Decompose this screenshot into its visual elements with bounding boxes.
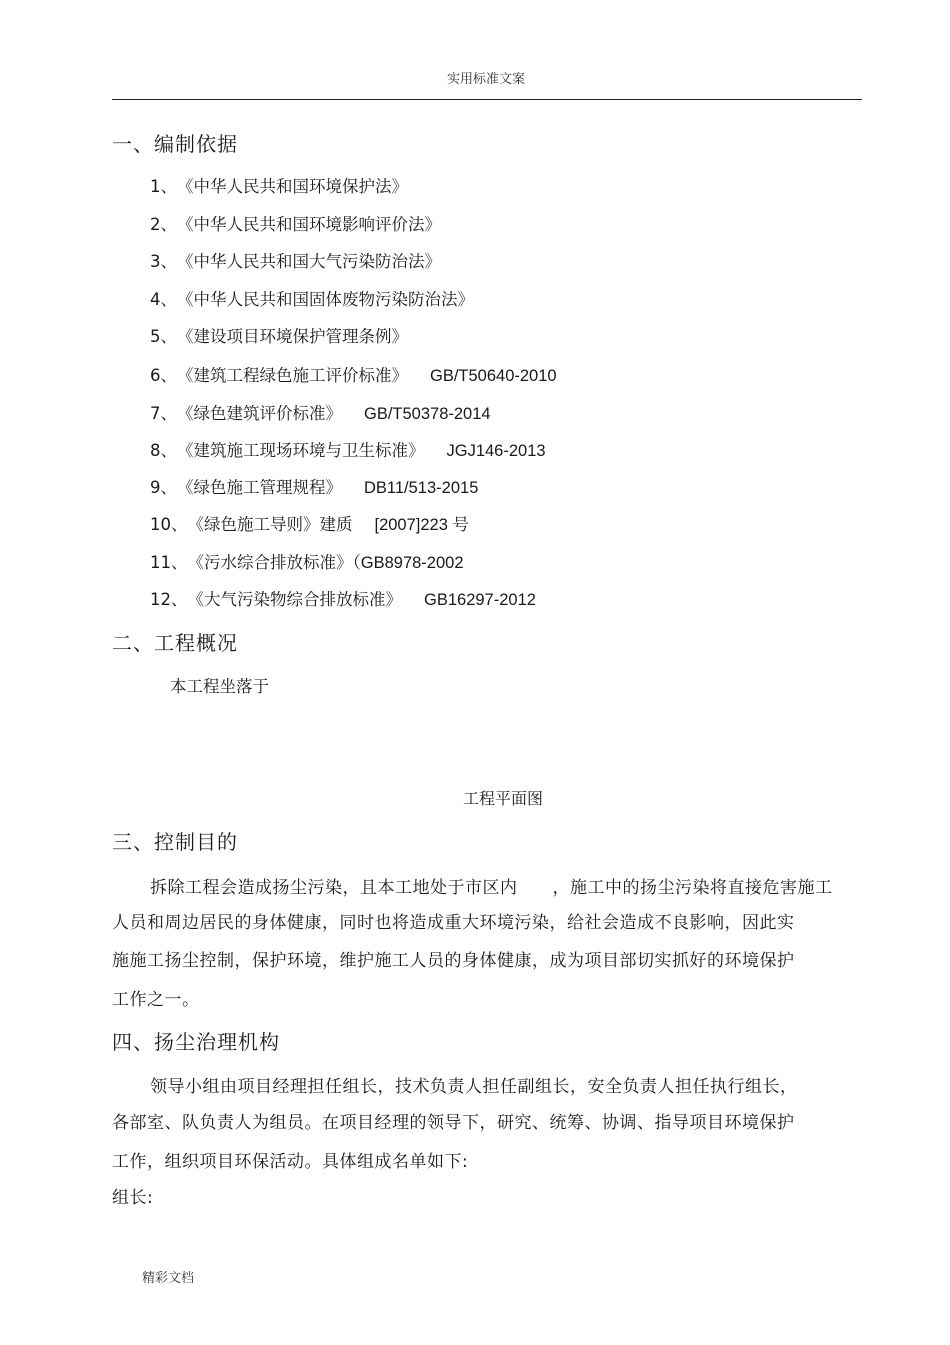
reference-title: 《中华人民共和国固体废物污染防治法》 <box>177 290 474 309</box>
reference-title: 《绿色建筑评价标准》 <box>177 404 342 423</box>
reference-title: 《绿色施工管理规程》 <box>177 478 342 497</box>
reference-item <box>150 248 441 272</box>
reference-number: 6、 <box>150 366 177 385</box>
reference-standard-code: GB/T50378-2014 <box>364 405 491 423</box>
figure-caption: 工程平面图 <box>462 789 543 808</box>
paragraph-line: 拆除工程会造成扬尘污染，且本工地处于市区内 ，施工中的扬尘污染将直接危害施工 <box>150 878 833 898</box>
overview-text: 本工程坐落于 <box>170 677 269 696</box>
reference-standard-code: GB16297-2012 <box>424 591 536 609</box>
reference-number: 8、 <box>150 441 177 460</box>
section-organization-title: 四、扬尘治理机构 <box>112 1030 280 1054</box>
paragraph-line: 工作，组织项目环保活动。具体组成名单如下: <box>112 1152 469 1172</box>
page-footer-text: 精彩文档 <box>142 1271 195 1286</box>
reference-item <box>150 437 546 461</box>
section-overview-title: 二、工程概况 <box>112 631 238 655</box>
reference-item <box>150 474 478 498</box>
reference-number: 10、 <box>150 515 188 534</box>
reference-number: 7、 <box>150 404 177 423</box>
reference-item <box>150 362 557 386</box>
paragraph-line: 领导小组由项目经理担任组长，技术负责人担任副组长，安全负责人担任执行组长， <box>150 1077 798 1097</box>
reference-item <box>150 323 408 347</box>
reference-item <box>150 400 491 424</box>
reference-title: 《大气污染物综合排放标准》 <box>187 590 402 609</box>
reference-item <box>150 286 474 310</box>
paragraph-line: 人员和周边居民的身体健康，同时也将造成重大环境污染，给社会造成不良影响，因此实 <box>112 913 795 933</box>
reference-standard-code: GB/T50640-2010 <box>430 367 557 385</box>
reference-number: 5、 <box>150 327 177 346</box>
reference-item <box>150 211 441 235</box>
reference-title: 《中华人民共和国大气污染防治法》 <box>177 252 441 271</box>
section-purpose-title: 三、控制目的 <box>112 830 238 854</box>
reference-item <box>150 173 408 197</box>
reference-item <box>150 586 536 610</box>
reference-standard-code: GB8978-2002 <box>360 554 464 572</box>
reference-number: 3、 <box>150 252 177 271</box>
reference-title: 《中华人民共和国环境保护法》 <box>177 177 408 196</box>
reference-title: 《中华人民共和国环境影响评价法》 <box>177 215 441 234</box>
reference-number: 1、 <box>150 177 177 196</box>
reference-number: 12、 <box>150 590 188 609</box>
reference-standard-code: DB11/513-2015 <box>364 479 479 497</box>
paragraph-line: 施施工扬尘控制，保护环境，维护施工人员的身体健康，成为项目部切实抓好的环境保护 <box>112 951 795 971</box>
reference-item <box>150 549 464 573</box>
section-basis-title: 一、编制依据 <box>112 132 238 156</box>
paragraph-line: 组长: <box>112 1188 154 1208</box>
reference-title: 《绿色施工导则》建质 <box>187 515 353 534</box>
reference-title: 《建筑工程绿色施工评价标准》 <box>177 366 408 385</box>
reference-item <box>150 511 469 535</box>
reference-number: 9、 <box>150 478 177 497</box>
reference-title: 《建设项目环境保护管理条例》 <box>177 327 408 346</box>
reference-standard-code: JGJ146-2013 <box>446 442 546 460</box>
paragraph-line: 各部室、队负责人为组员。在项目经理的领导下，研究、统筹、协调、指导项目环境保护 <box>112 1113 795 1133</box>
reference-number: 2、 <box>150 215 177 234</box>
paragraph-line: 工作之一。 <box>112 990 200 1010</box>
page-header-title: 实用标准文案 <box>446 72 525 87</box>
reference-title: 《污水综合排放标准》（ <box>187 553 361 572</box>
header-divider <box>112 99 862 100</box>
reference-number: 4、 <box>150 290 177 309</box>
reference-number: 11、 <box>150 553 188 572</box>
reference-standard-code: [2007]223 号 <box>374 516 469 534</box>
reference-title: 《建筑施工现场环境与卫生标准》 <box>177 441 425 460</box>
